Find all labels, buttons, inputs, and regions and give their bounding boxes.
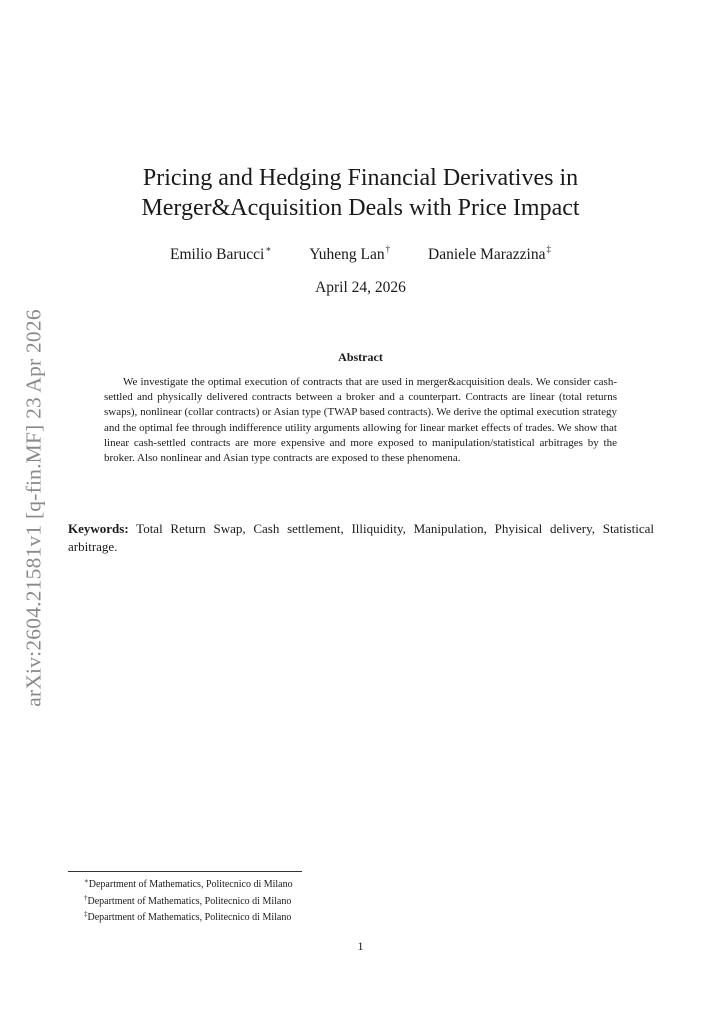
footnote-text: Department of Mathematics, Politecnico di Milano — [87, 912, 292, 923]
author-name: Yuheng Lan — [309, 246, 385, 263]
author-footnote-mark[interactable]: ‡ — [546, 244, 551, 254]
author-name: Emilio Barucci — [170, 246, 265, 263]
title-line-2: Merger&Acquisition Deals with Price Impact — [141, 195, 580, 221]
footnote-divider — [68, 871, 302, 872]
footnote — [84, 892, 293, 909]
publication-date: April 24, 2026 — [315, 279, 406, 296]
abstract-heading: Abstract — [338, 350, 383, 364]
abstract-text: We investigate the optimal execution of contracts that are used in merger&acquisition deals. We consider cash-settled and physically delivered contracts between a broker and a counterpart. Contracts are linear (total returns swaps), nonlinear (collar contracts) or Asian type (TWAP based contracts). We derive the optimal execution strategy and the optimal fee through indifference utility arguments allowing for linear market effects of trades. We show that linear cash-settled contracts are more expensive and more exposed to manipulation/statistical arbitrages by the broker. Also nonlinear and Asian type contracts are exposed to these phenomena. — [104, 376, 617, 465]
author-list — [60, 244, 661, 264]
author — [428, 244, 551, 264]
author-footnote-mark[interactable]: † — [385, 244, 391, 254]
arxiv-identifier-stamp[interactable]: arXiv:2604.21581v1 [q-fin.MF] 23 Apr 2026 — [21, 309, 46, 707]
footnote-mark: ∗ — [84, 877, 89, 885]
author — [170, 244, 271, 264]
author-name: Daniele Marazzina — [428, 246, 546, 263]
author-footnote-mark[interactable]: ∗ — [265, 244, 272, 254]
keywords-text: Total Return Swap, Cash settlement, Illiquidity, Manipulation, Phyisical delivery, Statistical arbitrage. — [68, 521, 654, 554]
page-number: 1 — [357, 939, 364, 953]
keywords — [68, 520, 654, 556]
footnote — [84, 908, 293, 925]
keywords-label: Keywords: — [68, 521, 129, 536]
footnote-text: Department of Mathematics, Politecnico di Milano — [88, 879, 293, 890]
paper-title — [60, 163, 661, 223]
footnote-text: Department of Mathematics, Politecnico di Milano — [87, 895, 292, 907]
author — [309, 244, 390, 264]
footnote-mark: † — [84, 893, 88, 902]
footnote — [84, 875, 293, 892]
footnote-mark: ‡ — [84, 910, 88, 918]
footnotes — [84, 875, 293, 925]
title-line-1: Pricing and Hedging Financial Derivatives in — [142, 165, 579, 191]
